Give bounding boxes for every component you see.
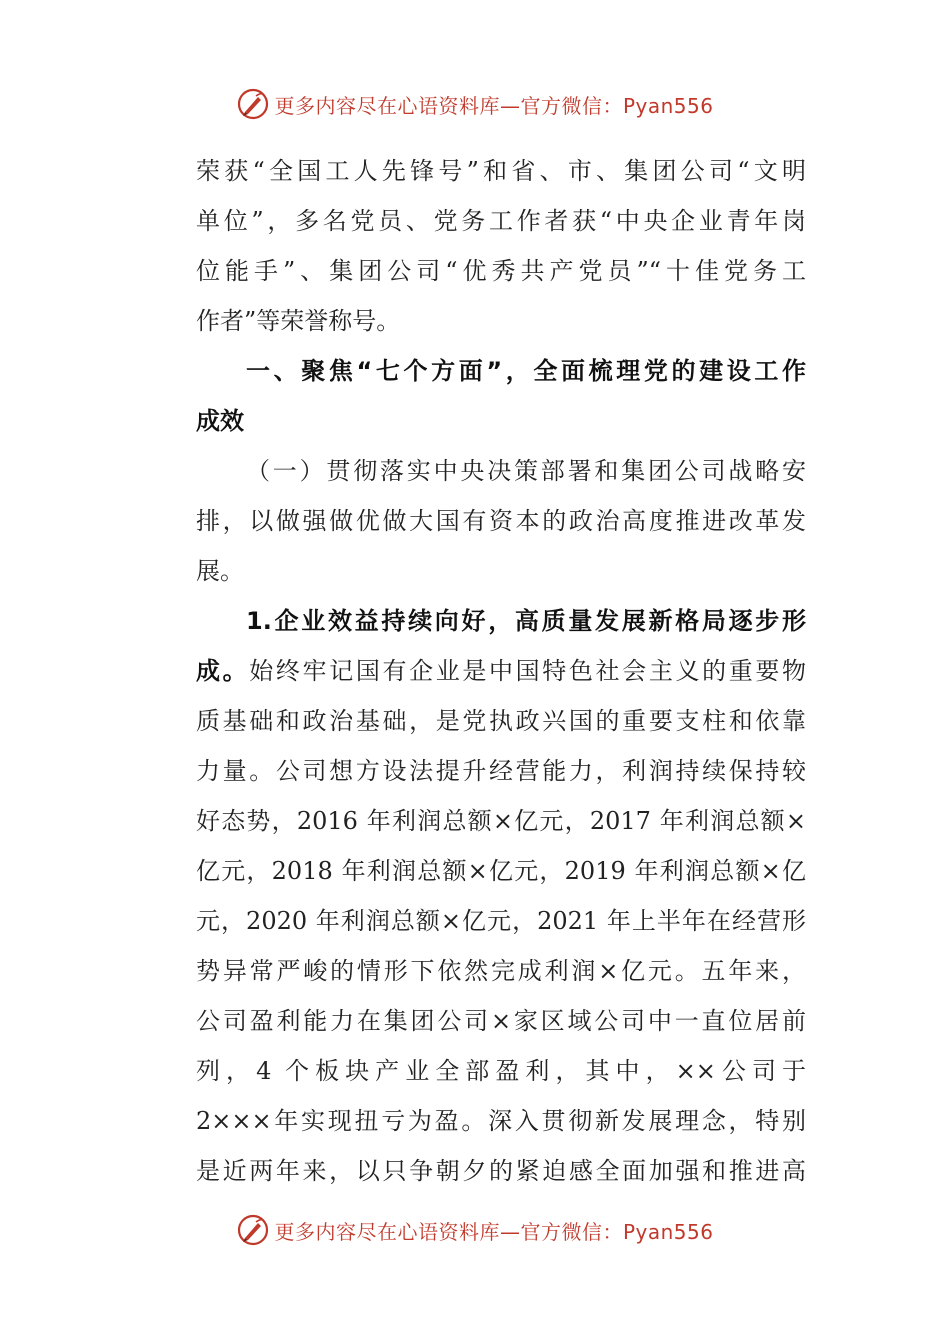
point-line: 列，4 个板块产业全部盈利，其中，××公司于 [196,1057,806,1085]
point-text: 始终牢记国有企业是中国特色社会主义的重要物 [249,657,806,685]
point-line: 质基础和政治基础，是党执政兴国的重要支柱和依靠 [196,707,806,735]
section-heading: 一、聚焦“七个方面”，全面梳理党的建设工作 [246,357,806,385]
point-line: 亿元，2018 年利润总额×亿元，2019 年利润总额×亿 [196,857,806,885]
document-body [196,146,806,1196]
intro-line: 位能手”、集团公司“优秀共产党员”“十佳党务工 [196,257,806,285]
pen-logo-icon [236,87,270,121]
pen-logo-icon [236,1213,270,1247]
point-line: 2×××年实现扭亏为盈。深入贯彻新发展理念，特别 [196,1107,806,1135]
section-heading: 成效 [196,407,244,435]
point-title: 1.企业效益持续向好，高质量发展新格局逐步形 [246,607,806,635]
intro-line: 荣获“全国工人先锋号”和省、市、集团公司“文明 [196,157,806,185]
point-line: 力量。公司想方设法提升经营能力，利润持续保持较 [196,757,806,785]
subsection-heading: （一）贯彻落实中央决策部署和集团公司战略安 [246,457,806,485]
subsection-heading: 展。 [196,557,244,585]
point-title-end: 成。 [196,657,250,685]
header-banner [0,82,950,126]
point-line: 公司盈利能力在集团公司×家区域公司中一直位居前 [196,1007,806,1035]
point-line: 元，2020 年利润总额×亿元，2021 年上半年在经营形 [196,907,806,935]
footer-banner [0,1208,950,1252]
intro-line: 单位”，多名党员、党务工作者获“中央企业青年岗 [196,207,806,235]
banner-text: 更多内容尽在心语资料库—官方微信：Pyan556 [274,1219,714,1244]
point-line [196,646,806,696]
point-line: 是近两年来，以只争朝夕的紧迫感全面加强和推进高 [196,1157,806,1185]
intro-line: 作者”等荣誉称号。 [196,307,401,335]
point-line: 势异常严峻的情形下依然完成利润×亿元。五年来， [196,957,806,985]
subsection-heading: 排，以做强做优做大国有资本的政治高度推进改革发 [196,507,806,535]
banner-text: 更多内容尽在心语资料库—官方微信：Pyan556 [274,93,714,118]
point-line: 好态势，2016 年利润总额×亿元，2017 年利润总额× [196,807,806,835]
